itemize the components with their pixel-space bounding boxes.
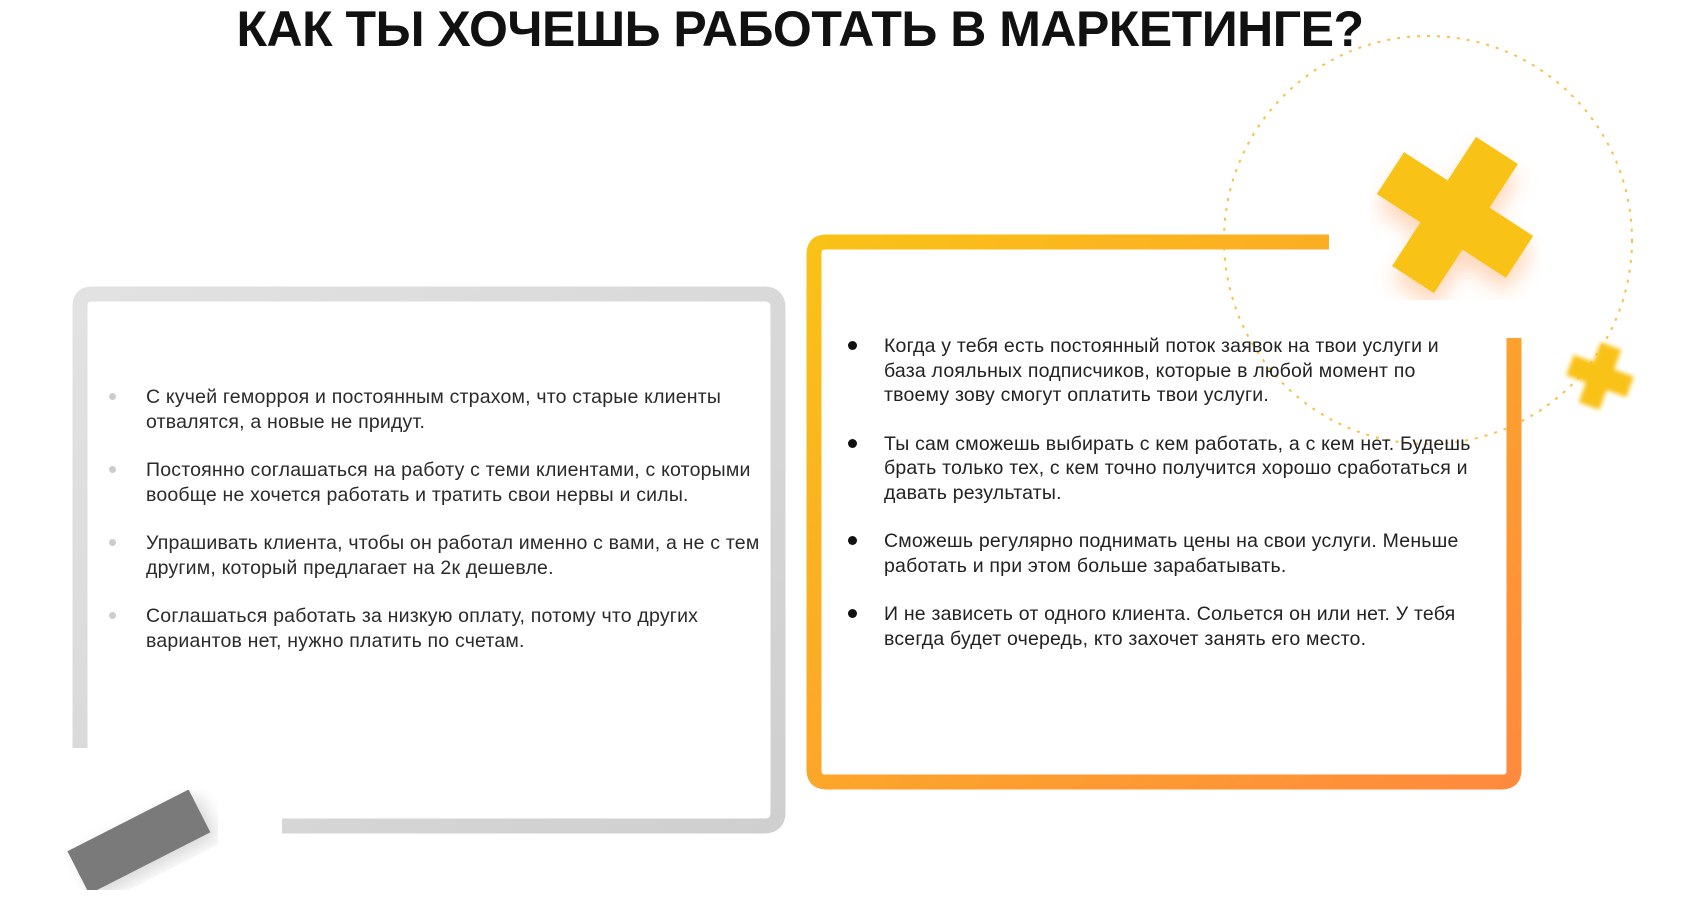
list-item-text: Сможешь регулярно поднимать цены на свои услуги. Меньше работать и при этом больше зарабатывать. <box>884 530 1459 577</box>
list-item <box>842 529 1482 578</box>
list-item-text: Постоянно соглашаться на работу с теми клиентами, с которыми вообще не хочется работать и тратить свои нервы и силы. <box>146 459 751 506</box>
right-card <box>842 334 1482 675</box>
bullet-icon <box>109 466 116 473</box>
page-title: КАК ТЫ ХОЧЕШЬ РАБОТАТЬ В МАРКЕТИНГЕ? <box>236 1 1364 57</box>
left-card <box>104 385 764 677</box>
bullet-icon <box>109 393 116 400</box>
list-item <box>104 458 764 507</box>
yellow-plus-icon <box>1370 130 1540 300</box>
list-item <box>842 602 1482 651</box>
bullet-icon <box>848 609 857 618</box>
list-item-text: И не зависеть от одного клиента. Сольется он или нет. У тебя всегда будет очередь, кто захочет занять его место. <box>884 603 1456 650</box>
right-card-list <box>842 334 1482 651</box>
small-plus-icon <box>1562 338 1638 414</box>
list-item-text: Упрашивать клиента, чтобы он работал именно с вами, а не с тем другим, который предлагает на 2к дешевле. <box>146 532 760 579</box>
list-item-text: С кучей геморроя и постоянным страхом, что старые клиенты отвалятся, а новые не придут. <box>146 386 722 433</box>
bullet-icon <box>109 612 116 619</box>
list-item-text: Соглашаться работать за низкую оплату, потому что других вариантов нет, нужно платить по счетам. <box>146 605 699 652</box>
list-item <box>104 385 764 434</box>
list-item <box>104 604 764 653</box>
bullet-icon <box>109 539 116 546</box>
list-item <box>842 432 1482 506</box>
left-card-list <box>104 385 764 653</box>
list-item <box>842 334 1482 408</box>
list-item-text: Ты сам сможешь выбирать с кем работать, а с кем нет. Будешь брать только тех, с кем точно получится хорошо сработаться и давать результаты. <box>884 432 1471 504</box>
bullet-icon <box>848 439 857 448</box>
bullet-icon <box>848 341 857 350</box>
list-item-text: Когда у тебя есть постоянный поток заявок на твои услуги и база лояльных подписчиков, которые в любой момент по твоему зову смогут оплатить твои услуги. <box>884 335 1439 406</box>
list-item <box>104 531 764 580</box>
bullet-icon <box>848 536 857 545</box>
grey-bar-decoration <box>58 790 218 890</box>
